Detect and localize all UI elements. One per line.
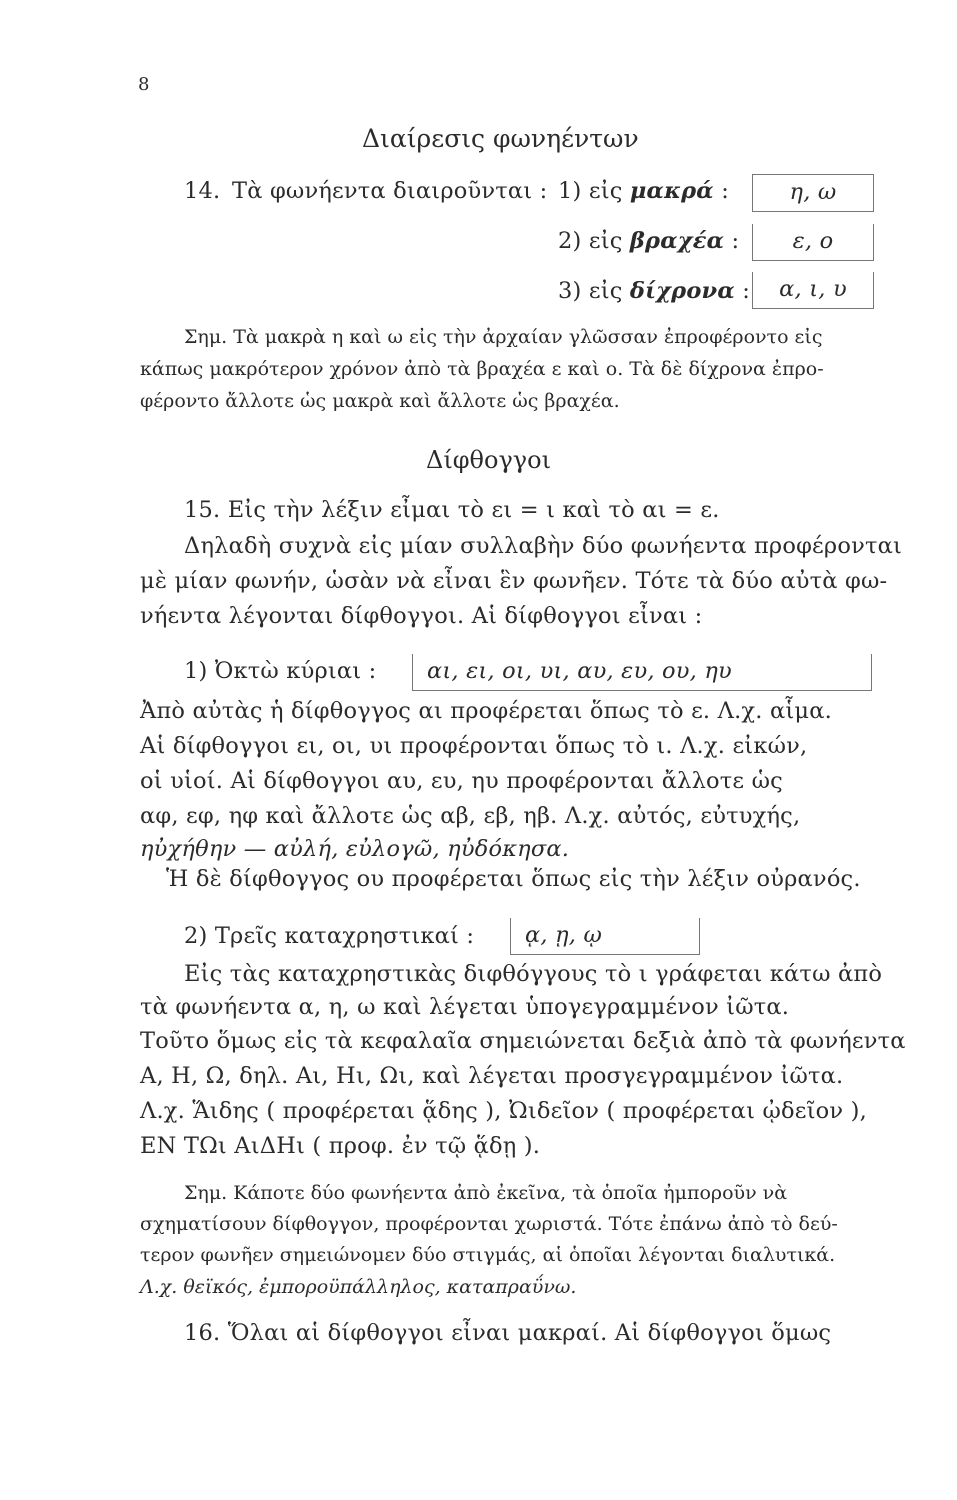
dichrona-row [558, 278, 750, 304]
improper-text-3: Τοῦτο ὅμως εἰς τὰ κεφαλαῖα σημειώνεται δεξιὰ ἀπὸ τὰ φωνήεντα [140, 1028, 906, 1054]
short-term: βραχέα [629, 228, 725, 254]
s15-line-1: 15. Εἰς τὴν λέξιν εἶμαι τὸ ει = ι καὶ τὸ αι = ε. [184, 497, 720, 523]
s15-line-2: Δηλαδὴ συχνὰ εἰς μίαν συλλαβὴν δύο φωνήεντα προφέρονται [184, 533, 903, 559]
long-label: 1) εἰς [558, 178, 623, 204]
s15-line-3: μὲ μίαν φωνήν, ὡσὰν νὰ εἶναι ἓν φωνῆεν. Τότε τὰ δύο αὐτὰ φω- [140, 568, 888, 594]
improper-text-2: τὰ φωνήεντα α, η, ω καὶ λέγεται ὑπογεγραμμένον ἰῶτα. [140, 994, 790, 1020]
improper-diphthongs-label: 2) Τρεῖς καταχρηστικαί : [184, 923, 475, 949]
note1-line-3: φέροντο ἄλλοτε ὡς μακρὰ καὶ ἄλλοτε ὡς βραχέα. [140, 390, 620, 412]
s15-line-4: νήεντα λέγονται δίφθογγοι. Αἱ δίφθογγοι εἶναι : [140, 603, 703, 629]
proper-diphthongs-box: αι, ει, οι, υι, αυ, ευ, ου, ηυ [412, 654, 872, 691]
dichrona-term: δίχρονα [629, 278, 735, 304]
proper-text-5: ηὐχήθην — αὐλή, εὐλογῶ, ηὐδόκησα. [140, 836, 570, 862]
proper-text-3: οἱ υἱοί. Αἱ δίφθογγοι αυ, ευ, ηυ προφέρονται ἄλλοτε ὡς [140, 768, 783, 794]
note1-line-2: κάπως μακρότερον χρόνον ἀπὸ τὰ βραχέα ε καὶ ο. Τὰ δὲ δίχρονα ἐπρο- [140, 358, 824, 380]
short-vowels-box: ε, ο [752, 224, 874, 261]
heading-diphthongs: Δίφθογγοι [426, 446, 551, 474]
proper-text-2: Αἱ δίφθογγοι ει, οι, υι προφέρονται ὅπως τὸ ι. Λ.χ. εἰκών, [140, 733, 808, 759]
long-vowels-box: η, ω [752, 174, 874, 212]
section-14-intro: Τὰ φωνήεντα διαιροῦνται : [232, 178, 548, 204]
note2-line-4: Λ.χ. θεϊκός, ἐμποροϋπάλληλος, καταπραΰνω. [140, 1276, 577, 1298]
proper-text-4: αφ, εφ, ηφ καὶ ἄλλοτε ὡς αβ, εβ, ηβ. Λ.χ. αὐτός, εὐτυχής, [140, 803, 801, 829]
improper-text-1: Εἰς τὰς καταχρηστικὰς διφθόγγους τὸ ι γράφεται κάτω ἀπὸ [184, 961, 883, 987]
dichrona-colon: : [742, 278, 751, 304]
long-vowels-row [558, 178, 729, 204]
s16-line-1: 16. Ὅλαι αἱ δίφθογγοι εἶναι μακραί. Αἱ δίφθογγοι ὅμως [184, 1320, 832, 1346]
dichrona-label: 3) εἰς [558, 278, 623, 304]
proper-text-1: Ἀπὸ αὐτὰς ἡ δίφθογγος αι προφέρεται ὅπως τὸ ε. Λ.χ. αἷμα. [140, 698, 832, 724]
note2-line-1: Σημ. Κάποτε δύο φωνήεντα ἀπὸ ἐκεῖνα, τὰ ὁποῖα ἠμποροῦν νὰ [184, 1182, 788, 1204]
note1-line-1: Σημ. Τὰ μακρὰ η καὶ ω εἰς τὴν ἀρχαίαν γλῶσσαν ἐπροφέροντο εἰς [184, 326, 823, 348]
improper-text-5: Λ.χ. Ἅιδης ( προφέρεται ᾅδης ), Ὠιδεῖον ( προφέρεται ᾠδεῖον ), [140, 1098, 867, 1124]
proper-diphthongs-label: 1) Ὀκτὼ κύριαι : [184, 658, 377, 684]
section-14-num: 14. [184, 178, 221, 204]
dichrona-box: α, ι, υ [752, 272, 874, 309]
long-term: μακρά [629, 178, 714, 204]
proper-text-6: Ἡ δὲ δίφθογγος ου προφέρεται ὅπως εἰς τὴν λέξιν οὐρανός. [166, 866, 861, 892]
note2-line-2: σχηματίσουν δίφθογγον, προφέρονται χωριστά. Τότε ἐπάνω ἀπὸ τὸ δεύ- [140, 1213, 838, 1235]
page-number: 8 [138, 74, 150, 95]
short-vowels-row [558, 228, 739, 254]
improper-diphthongs-box: ᾳ, ῃ, ῳ [510, 918, 700, 955]
note2-line-3: τερον φωνῆεν σημειώνομεν δύο στιγμάς, αἱ ὁποῖαι λέγονται διαλυτικά. [140, 1244, 836, 1266]
long-colon: : [721, 178, 729, 204]
heading-vowel-division: Διαίρεσις φωνηέντων [362, 124, 639, 153]
improper-text-6: ΕΝ ΤΩι ΑιΔΗι ( προφ. ἐν τῷ ᾅδῃ ). [140, 1133, 541, 1159]
short-colon: : [731, 228, 740, 254]
short-label: 2) εἰς [558, 228, 623, 254]
improper-text-4: Α, Η, Ω, δηλ. Αι, Ηι, Ωι, καὶ λέγεται προσγεγραμμένον ἰῶτα. [140, 1063, 844, 1089]
